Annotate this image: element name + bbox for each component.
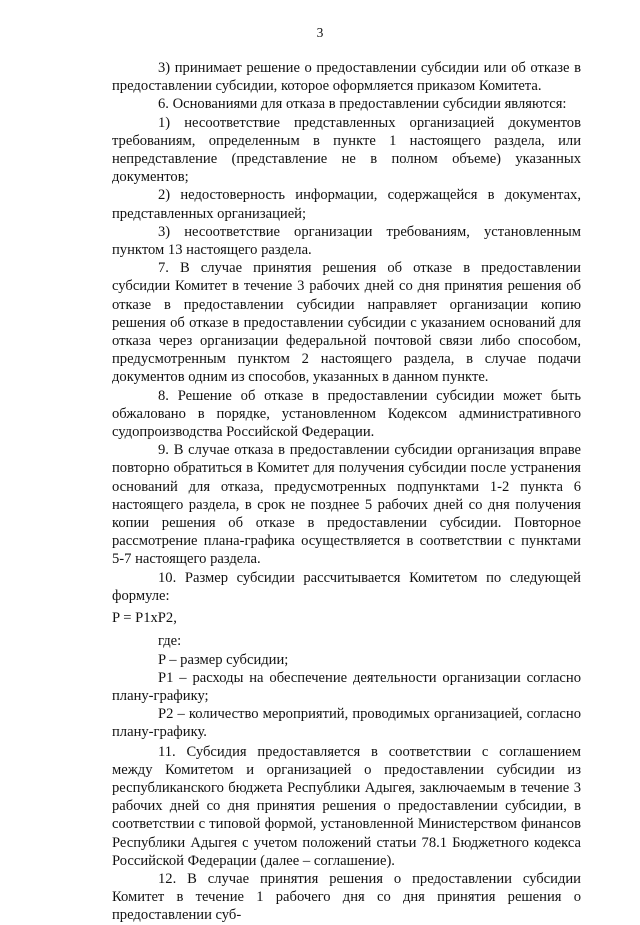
page-number: 3 — [316, 25, 324, 40]
formula-where: где: — [158, 633, 182, 650]
paragraph-6: 6. Основаниями для отказа в предоставлении субсидии являются: — [158, 96, 567, 113]
formula-legend-p: P – размер субсидии; — [158, 651, 289, 668]
formula-legend-p1: P1 – расходы на обеспечение деятельности организации согласно плану-графику; — [112, 669, 581, 704]
paragraph-6-1: 1) несоответствие представленных организацией документов требованиям, определенным в пункте 1 настоящего раздела, или непредставление (представление не в полном объеме) указанных документов; — [112, 114, 581, 186]
paragraph-6-3: 3) несоответствие организации требованиям, установленным пунктом 13 настоящего раздела. — [112, 223, 581, 259]
paragraph-12: 12. В случае принятия решения о предоставлении субсидии Комитет в течение 1 рабочего дня со дня принятия решения о предоставлении суб- — [112, 870, 581, 924]
paragraph-7: 7. В случае принятия решения об отказе в предоставлении субсидии Комитет в течение 3 рабочих дней со дня принятия решения об отказе в предоставлении субсидии направляет организации копию решения об отказе в предоставлении субсидии с указанием оснований для отказа через организации федеральной почтовой связи либо способом, предусмотренным пунктом 2 настоящего раздела, в случае подачи документов одним из способов, указанных в данном пункте. — [112, 260, 581, 386]
paragraph-11: 11. Субсидия предоставляется в соответствии с соглашением между Комитетом и организацией о предоставлении субсидии из республиканского бюджета Республики Адыгея, заключаемым в течение 3 рабочих дней со дня принятия решения о предоставлении субсидии, в соответствии с типовой формой, установленной Министерством финансов Республики Адыгея с учетом положений статьи 78.1 Бюджетного кодекса Российской Федерации (далее – соглашение). — [112, 743, 581, 869]
paragraph-8: 8. Решение об отказе в предоставлении субсидии может быть обжаловано в порядке, установленном Кодексом административного судопроизводства Российской Федерации. — [112, 387, 581, 441]
paragraph-6-2: 2) недостоверность информации, содержащейся в документах, представленных организацией; — [112, 187, 581, 222]
paragraph-5-3: 3) принимает решение о предоставлении субсидии или об отказе в предоставлении субсидии, которое оформляется приказом Комитета. — [112, 60, 581, 95]
subsidy-formula: P = P1xP2, — [112, 610, 177, 627]
formula-legend-p2: P2 – количество мероприятий, проводимых организацией, согласно плану-графику. — [112, 706, 581, 741]
document-body — [112, 59, 581, 925]
paragraph-9: 9. В случае отказа в предоставлении субсидии организация вправе повторно обратиться в Комитет для получения субсидии после устранения оснований для отказа, предусмотренных подпунктами 1-2 пункта 6 настоящего раздела, в срок не позднее 5 рабочих дней со дня получения копии решения об отказе в предоставлении субсидии. Повторное рассмотрение плана-графика осуществляется в соответствии с пунктами 5-7 настоящего раздела. — [112, 442, 581, 568]
paragraph-10: 10. Размер субсидии рассчитывается Комитетом по следующей формуле: — [112, 569, 581, 604]
